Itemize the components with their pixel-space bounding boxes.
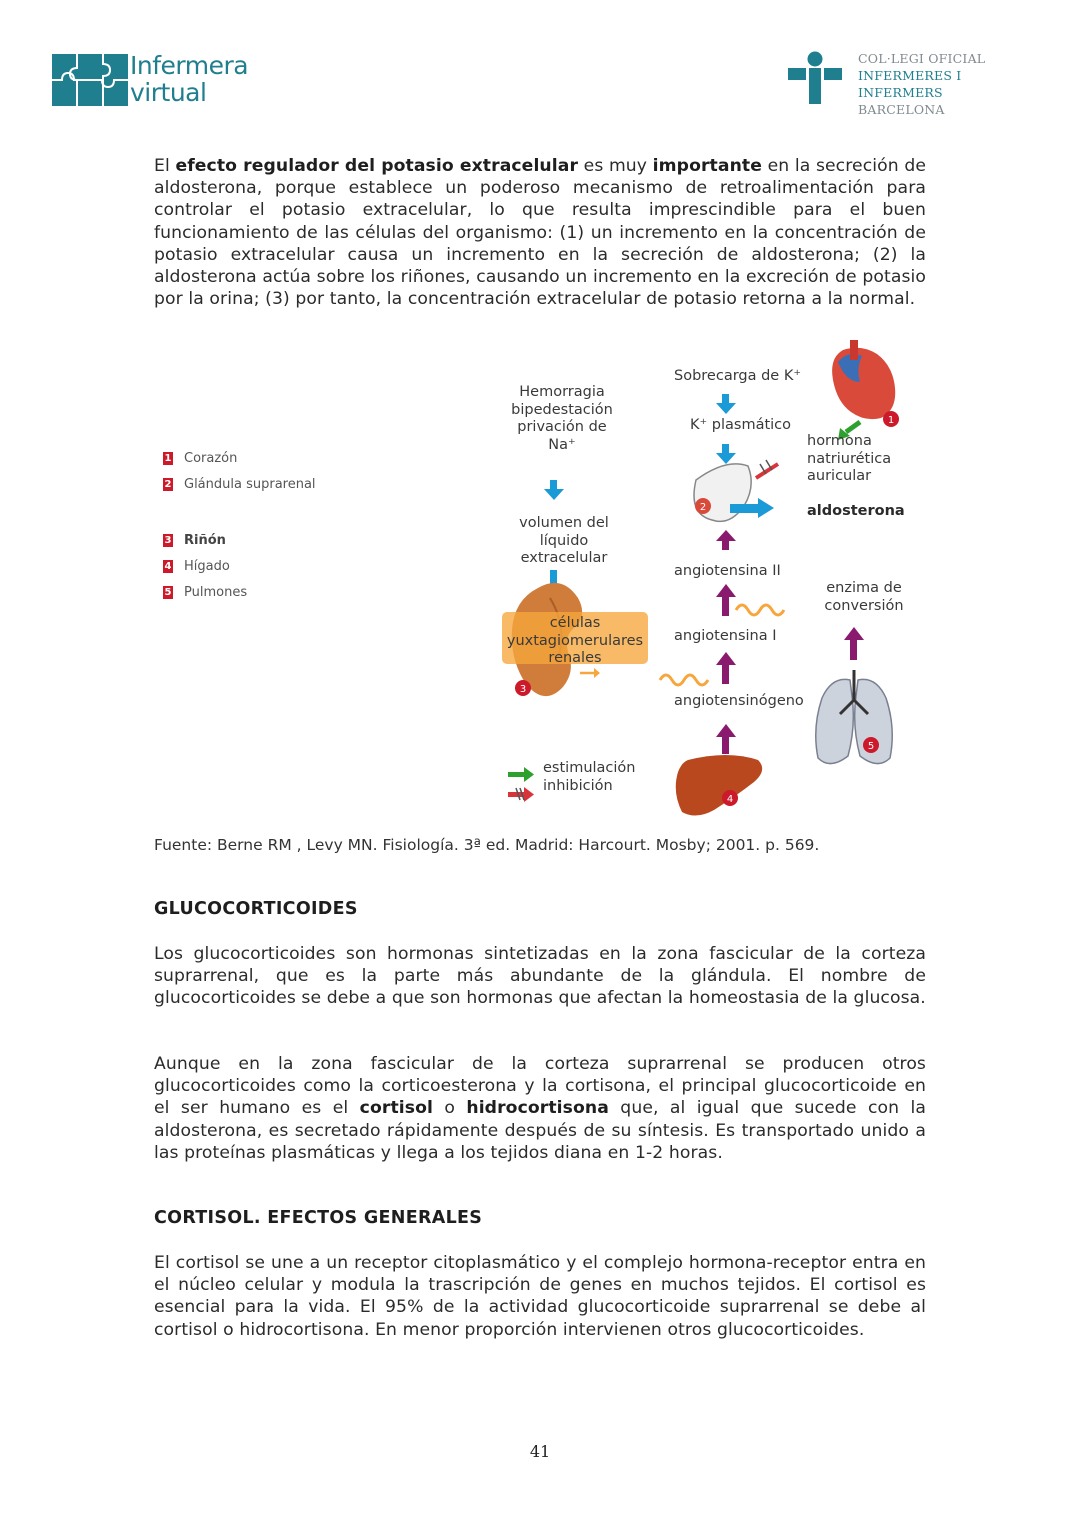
figure-source: Fuente: Berne RM , Levy MN. Fisiología. 3ª ed. Madrid: Harcourt. Mosby; 2001. p. 569. [154, 836, 820, 854]
inhibition-arrow-icon [508, 787, 534, 802]
hormona-natriuretica-label: hormona natriurética auricular [807, 433, 892, 484]
lungs-icon [816, 670, 893, 764]
aldosterona-label: aldosterona [807, 503, 905, 519]
glucocorticoides-paragraph-2: Aunque en la zona fascicular de la corteza suprarrenal se producen otros glucocorticoides como la corticoesterona y la cortisona, el principal glucocorticoide en el ser humano es el cortisol o hidrocortisona que, al igual que sucede con la aldosterona, es secretado rápidamente después de su síntesis. Es transportado unido a las proteínas plasmáticas y llega a los tejidos diana en 1-2 horas. [154, 1054, 926, 1163]
glucocorticoides-paragraph-1: Los glucocorticoides son hormonas sintetizadas en la zona fascicular de la corteza suprarrenal, que es la parte más abundante de la glándula. El nombre de glucocorticoides se debe a que son hormonas que afectan la homeostasia de la glucosa. [154, 944, 926, 1009]
col-legi-line3: BARCELONA [858, 102, 945, 117]
liver-icon [676, 755, 762, 816]
svg-text:4: 4 [726, 794, 734, 805]
infermera-virtual-logo [52, 51, 249, 108]
hemorragia-label: Hemorragia bipedestación privación de Na⁺ [511, 384, 613, 453]
estimulacion-label: estimulación [543, 760, 636, 776]
stimulation-arrow-icon [508, 767, 534, 782]
col-legi-logo [786, 50, 1046, 117]
angiotensina-i-label: angiotensina I [674, 628, 777, 644]
logo-line1: Infermera [130, 51, 249, 80]
cortisol-paragraph: El cortisol se une a un receptor citoplasmático y el complejo hormona-receptor entra en el núcleo celular y modula la trascripción de genes en muchos tejidos. El cortisol es esencial para la vida. El 95% de la actividad glucocorticoide suprarrenal se debe al cortisol o hidrocortisona. En menor proporción intervienen otros glucocorticoides. [154, 1253, 926, 1340]
purple-arrow-icon [716, 530, 736, 550]
angiotensina-ii-label: angiotensina II [674, 563, 781, 579]
legend-item-glandula: 2 Glándula suprarenal [164, 477, 316, 492]
enzima-label: enzima de conversión [824, 580, 904, 614]
cross-logo-icon [786, 50, 844, 104]
purple-arrow-icon [716, 724, 736, 754]
k-plasmatico-label: K⁺ plasmático [690, 417, 792, 433]
col-legi-line1: COL·LEGI OFICIAL [858, 51, 986, 66]
legend-item-higado: 4 Hígado [164, 559, 230, 574]
blue-arrow-icon [716, 394, 736, 414]
angiotensinogeno-label: angiotensinógeno [674, 693, 804, 709]
celulas-label: células yuxtagiomerulares renales [506, 615, 644, 666]
puzzle-logo-icon [52, 54, 128, 106]
volumen-label: volumen del líquido extracelular [519, 515, 609, 566]
glucocorticoides-heading: GLUCOCORTICOIDES [154, 899, 358, 919]
cortisol-heading: CORTISOL. EFECTOS GENERALES [154, 1208, 483, 1228]
svg-text:5: 5 [867, 741, 875, 752]
blue-arrow-icon [544, 480, 564, 500]
legend-item-pulmones: 5 Pulmones [164, 585, 248, 600]
col-legi-line2: INFERMERES I INFERMERS [858, 68, 962, 100]
sobrecarga-label: Sobrecarga de K⁺ [674, 368, 802, 384]
heart-icon [832, 340, 899, 440]
inhibicion-label: inhibición [543, 778, 613, 794]
adrenal-gland-icon [694, 460, 778, 521]
intro-paragraph: El efecto regulador del potasio extracelular es muy importante en la secreción de aldosterona, porque establece un poderoso mecanismo de retroalimentación para controlar el potasio extracelular, lo que resulta imprescindible para el buen funcionamiento de las células del organismo: (1) un incremento en la concentración de potasio extracelular causa un incremento en la secreción de aldosterona; (2) la aldosterona actúa sobre los riñones, causando un incremento en la excreción de potasio por la orina; (3) por tanto, la concentración extracelular de potasio retorna a la normal. [154, 156, 927, 310]
svg-text:3: 3 [519, 684, 527, 695]
purple-arrow-icon [716, 584, 784, 616]
svg-text:1: 1 [887, 415, 895, 426]
blue-arrow-icon [716, 444, 736, 464]
purple-arrow-icon [660, 652, 736, 685]
logo-line2: virtual [130, 78, 207, 107]
svg-text:2: 2 [699, 502, 707, 513]
page-number: 41 [529, 1442, 551, 1461]
purple-arrow-icon [844, 627, 864, 660]
legend-item-rinon: 3 Riñón [164, 533, 226, 548]
legend-item-corazon: 1 Corazón [164, 451, 238, 466]
